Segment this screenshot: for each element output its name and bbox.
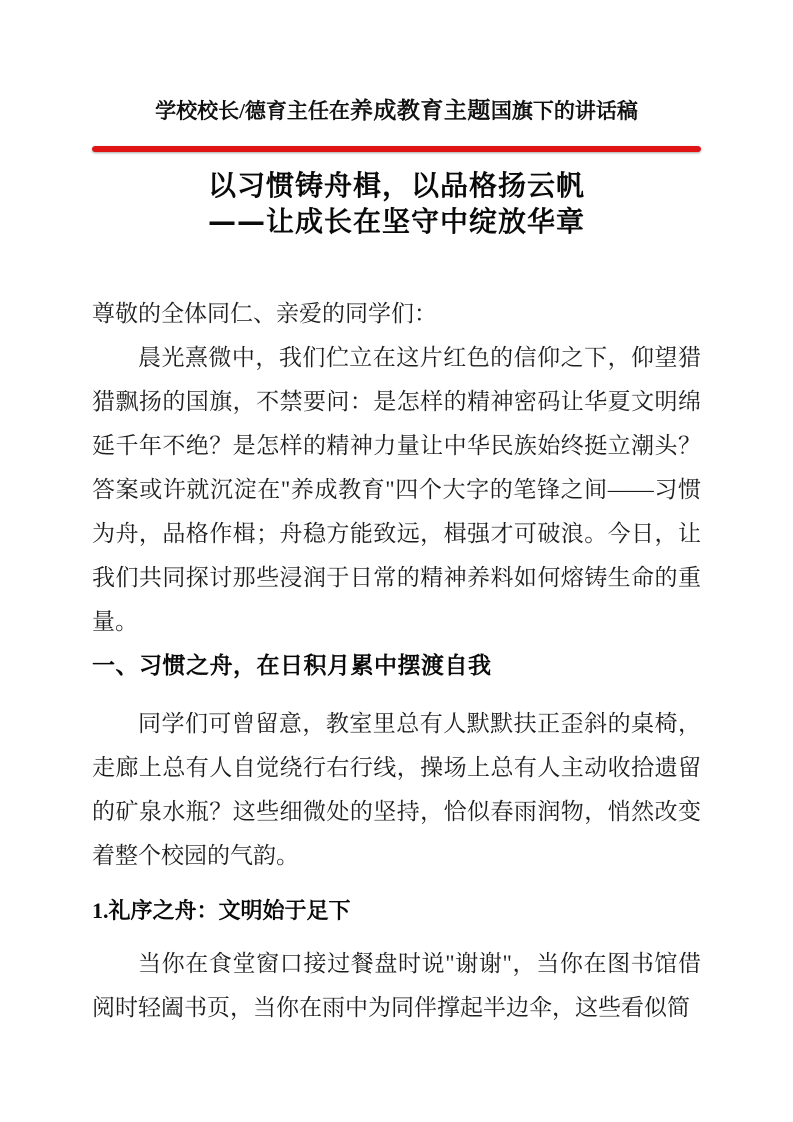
greeting-line: 尊敬的全体同仁、亲爱的同学们： xyxy=(92,301,437,326)
header-suffix: 国旗下的讲话稿 xyxy=(490,99,638,123)
header-emphasis: 养成教育主题 xyxy=(349,98,491,124)
document-header xyxy=(92,97,701,126)
document-body xyxy=(92,292,701,1030)
intro-paragraph: 晨光熹微中，我们伫立在这片红色的信仰之下，仰望猎猎飘扬的国旗，不禁要问：是怎样的精神密码让华夏文明绵延千年不绝？是怎样的精神力量让中华民族始终挺立潮头？答案或许就沉淀在"养成教育"四个大字的笔锋之间——习惯为舟，品格作楫；舟稳方能致远，楫强才可破浪。今日，让我们共同探讨那些浸润于日常的精神养料如何熔铸生命的重量。 xyxy=(92,345,701,634)
page-content xyxy=(0,97,793,1030)
section-1-heading: 一、习惯之舟，在日积月累中摆渡自我 xyxy=(92,653,492,679)
section-1-paragraph: 同学们可曾留意，教室里总有人默默扶正歪斜的桌椅，走廊上总有人自觉绕行右行线，操场上总有人主动收拾遗留的矿泉水瓶？这些细微处的坚持，恰似春雨润物，悄然改变着整个校园的气韵。 xyxy=(92,711,701,868)
red-divider-rule xyxy=(92,146,701,152)
title-line-1: 以习惯铸舟楫，以品格扬云帆 xyxy=(207,169,585,202)
document-title xyxy=(92,168,701,240)
title-line-2: ——让成长在坚守中绽放华章 xyxy=(207,205,585,238)
header-prefix: 学校校长/德育主任在 xyxy=(155,99,350,123)
subsection-1-paragraph: 当你在食堂窗口接过餐盘时说"谢谢"，当你在图书馆借阅时轻阖书页，当你在雨中为同伴撑起半边伞，这些看似简 xyxy=(92,951,701,1020)
subsection-1-heading: 1.礼序之舟：文明始于足下 xyxy=(92,898,351,923)
